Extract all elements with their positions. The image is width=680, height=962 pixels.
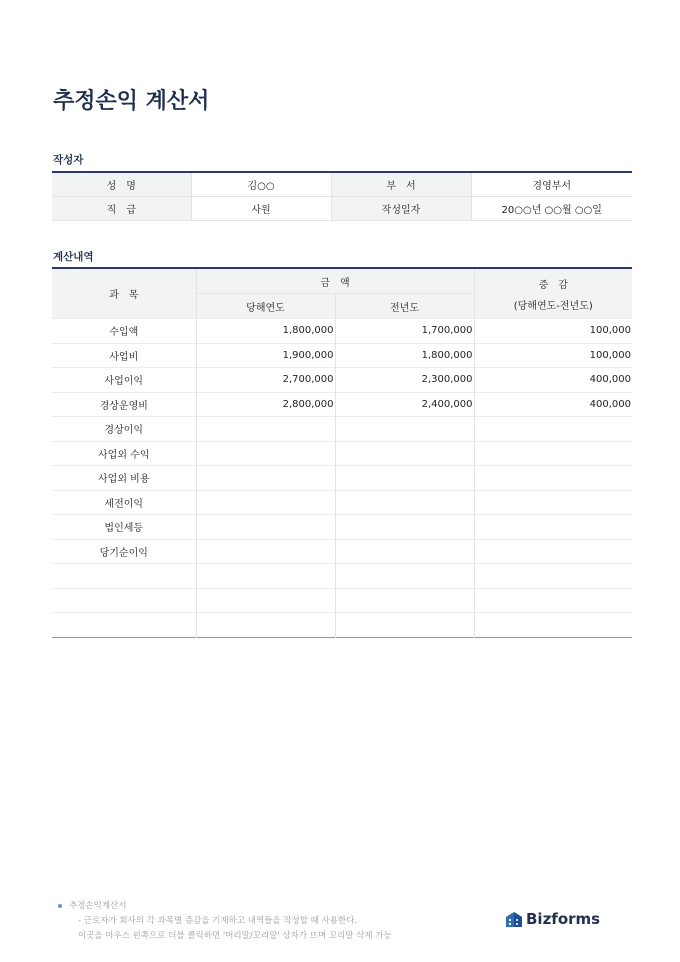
table-row [52, 588, 632, 613]
footer-title: 추정손익계산서 [69, 901, 127, 911]
current-year-cell[interactable] [196, 613, 335, 638]
table-row [52, 490, 632, 515]
item-cell [52, 588, 196, 613]
previous-year-cell[interactable]: 2,300,000 [335, 368, 474, 393]
previous-year-cell[interactable]: 2,400,000 [335, 392, 474, 417]
table-row [52, 343, 632, 368]
item-cell: 사업외 비용 [52, 466, 196, 491]
previous-year-cell[interactable] [335, 613, 474, 638]
current-year-header: 당해연도 [196, 294, 335, 319]
item-cell: 법인세등 [52, 515, 196, 540]
name-label: 성 명 [52, 172, 191, 197]
item-cell [52, 564, 196, 589]
current-year-cell[interactable]: 2,700,000 [196, 368, 335, 393]
item-header: 과 목 [52, 268, 196, 319]
change-cell[interactable] [474, 564, 632, 589]
change-cell[interactable] [474, 588, 632, 613]
building-icon [505, 910, 523, 928]
department-label: 부 서 [331, 172, 471, 197]
change-cell[interactable] [474, 441, 632, 466]
previous-year-cell[interactable] [335, 441, 474, 466]
footer-description: - 근로자가 회사의 각 과목별 증감을 기재하고 내역들을 작성할 때 사용한다. [78, 916, 358, 926]
table-row [52, 539, 632, 564]
calc-section-label: 계산내역 [53, 251, 94, 263]
item-cell: 경상이익 [52, 417, 196, 442]
rank-label: 직 급 [52, 197, 191, 221]
previous-year-cell[interactable] [335, 588, 474, 613]
current-year-cell[interactable]: 1,900,000 [196, 343, 335, 368]
previous-year-cell[interactable]: 1,700,000 [335, 319, 474, 344]
author-info-table [52, 171, 632, 221]
table-row [52, 417, 632, 442]
previous-year-header: 전년도 [335, 294, 474, 319]
change-cell[interactable]: 100,000 [474, 319, 632, 344]
previous-year-cell[interactable]: 1,800,000 [335, 343, 474, 368]
table-row [52, 564, 632, 589]
change-header-title: 증 감 [538, 279, 568, 291]
item-cell: 사업외 수익 [52, 441, 196, 466]
change-cell[interactable] [474, 466, 632, 491]
item-cell [52, 613, 196, 638]
author-section-label: 작성자 [53, 154, 84, 166]
rank-value[interactable]: 사원 [191, 197, 331, 221]
footer-hint[interactable]: 이곳을 마우스 왼쪽으로 더블 클릭하면 '머리말/꼬리말' 상자가 뜨며 꼬리말 삭제 가능 [78, 931, 392, 941]
change-header [474, 268, 632, 319]
item-cell: 경상운영비 [52, 392, 196, 417]
bullet-icon [58, 904, 62, 908]
current-year-cell[interactable] [196, 564, 335, 589]
change-header-sub: (당해연도-전년도) [513, 300, 593, 312]
item-cell: 사업비 [52, 343, 196, 368]
change-cell[interactable]: 100,000 [474, 343, 632, 368]
table-row [52, 319, 632, 344]
table-row [52, 515, 632, 540]
current-year-cell[interactable]: 2,800,000 [196, 392, 335, 417]
table-row [52, 441, 632, 466]
item-cell: 당기순이익 [52, 539, 196, 564]
current-year-cell[interactable] [196, 417, 335, 442]
table-row [52, 466, 632, 491]
previous-year-cell[interactable] [335, 539, 474, 564]
item-cell: 사업이익 [52, 368, 196, 393]
previous-year-cell[interactable] [335, 515, 474, 540]
table-row [52, 368, 632, 393]
current-year-cell[interactable] [196, 515, 335, 540]
author-row [52, 172, 632, 197]
previous-year-cell[interactable] [335, 564, 474, 589]
previous-year-cell[interactable] [335, 417, 474, 442]
change-cell[interactable] [474, 490, 632, 515]
item-cell: 수입액 [52, 319, 196, 344]
author-row [52, 197, 632, 221]
department-value[interactable]: 경영부서 [471, 172, 632, 197]
current-year-cell[interactable] [196, 466, 335, 491]
change-cell[interactable] [474, 613, 632, 638]
change-cell[interactable] [474, 539, 632, 564]
table-row [52, 392, 632, 417]
current-year-cell[interactable] [196, 490, 335, 515]
previous-year-cell[interactable] [335, 466, 474, 491]
amount-header: 금 액 [196, 268, 474, 294]
date-value[interactable]: 20○○년 ○○월 ○○일 [471, 197, 632, 221]
name-value[interactable]: 김○○ [191, 172, 331, 197]
bizforms-logo [505, 909, 600, 929]
current-year-cell[interactable]: 1,800,000 [196, 319, 335, 344]
current-year-cell[interactable] [196, 441, 335, 466]
current-year-cell[interactable] [196, 588, 335, 613]
previous-year-cell[interactable] [335, 490, 474, 515]
date-label: 작성일자 [331, 197, 471, 221]
calc-table [52, 267, 632, 638]
change-cell[interactable]: 400,000 [474, 368, 632, 393]
logo-text: Bizforms [526, 910, 601, 928]
change-cell[interactable] [474, 417, 632, 442]
current-year-cell[interactable] [196, 539, 335, 564]
item-cell: 세전이익 [52, 490, 196, 515]
table-row [52, 613, 632, 638]
page-title: 추정손익 계산서 [53, 89, 210, 114]
change-cell[interactable]: 400,000 [474, 392, 632, 417]
change-cell[interactable] [474, 515, 632, 540]
footer-notes [58, 899, 392, 944]
